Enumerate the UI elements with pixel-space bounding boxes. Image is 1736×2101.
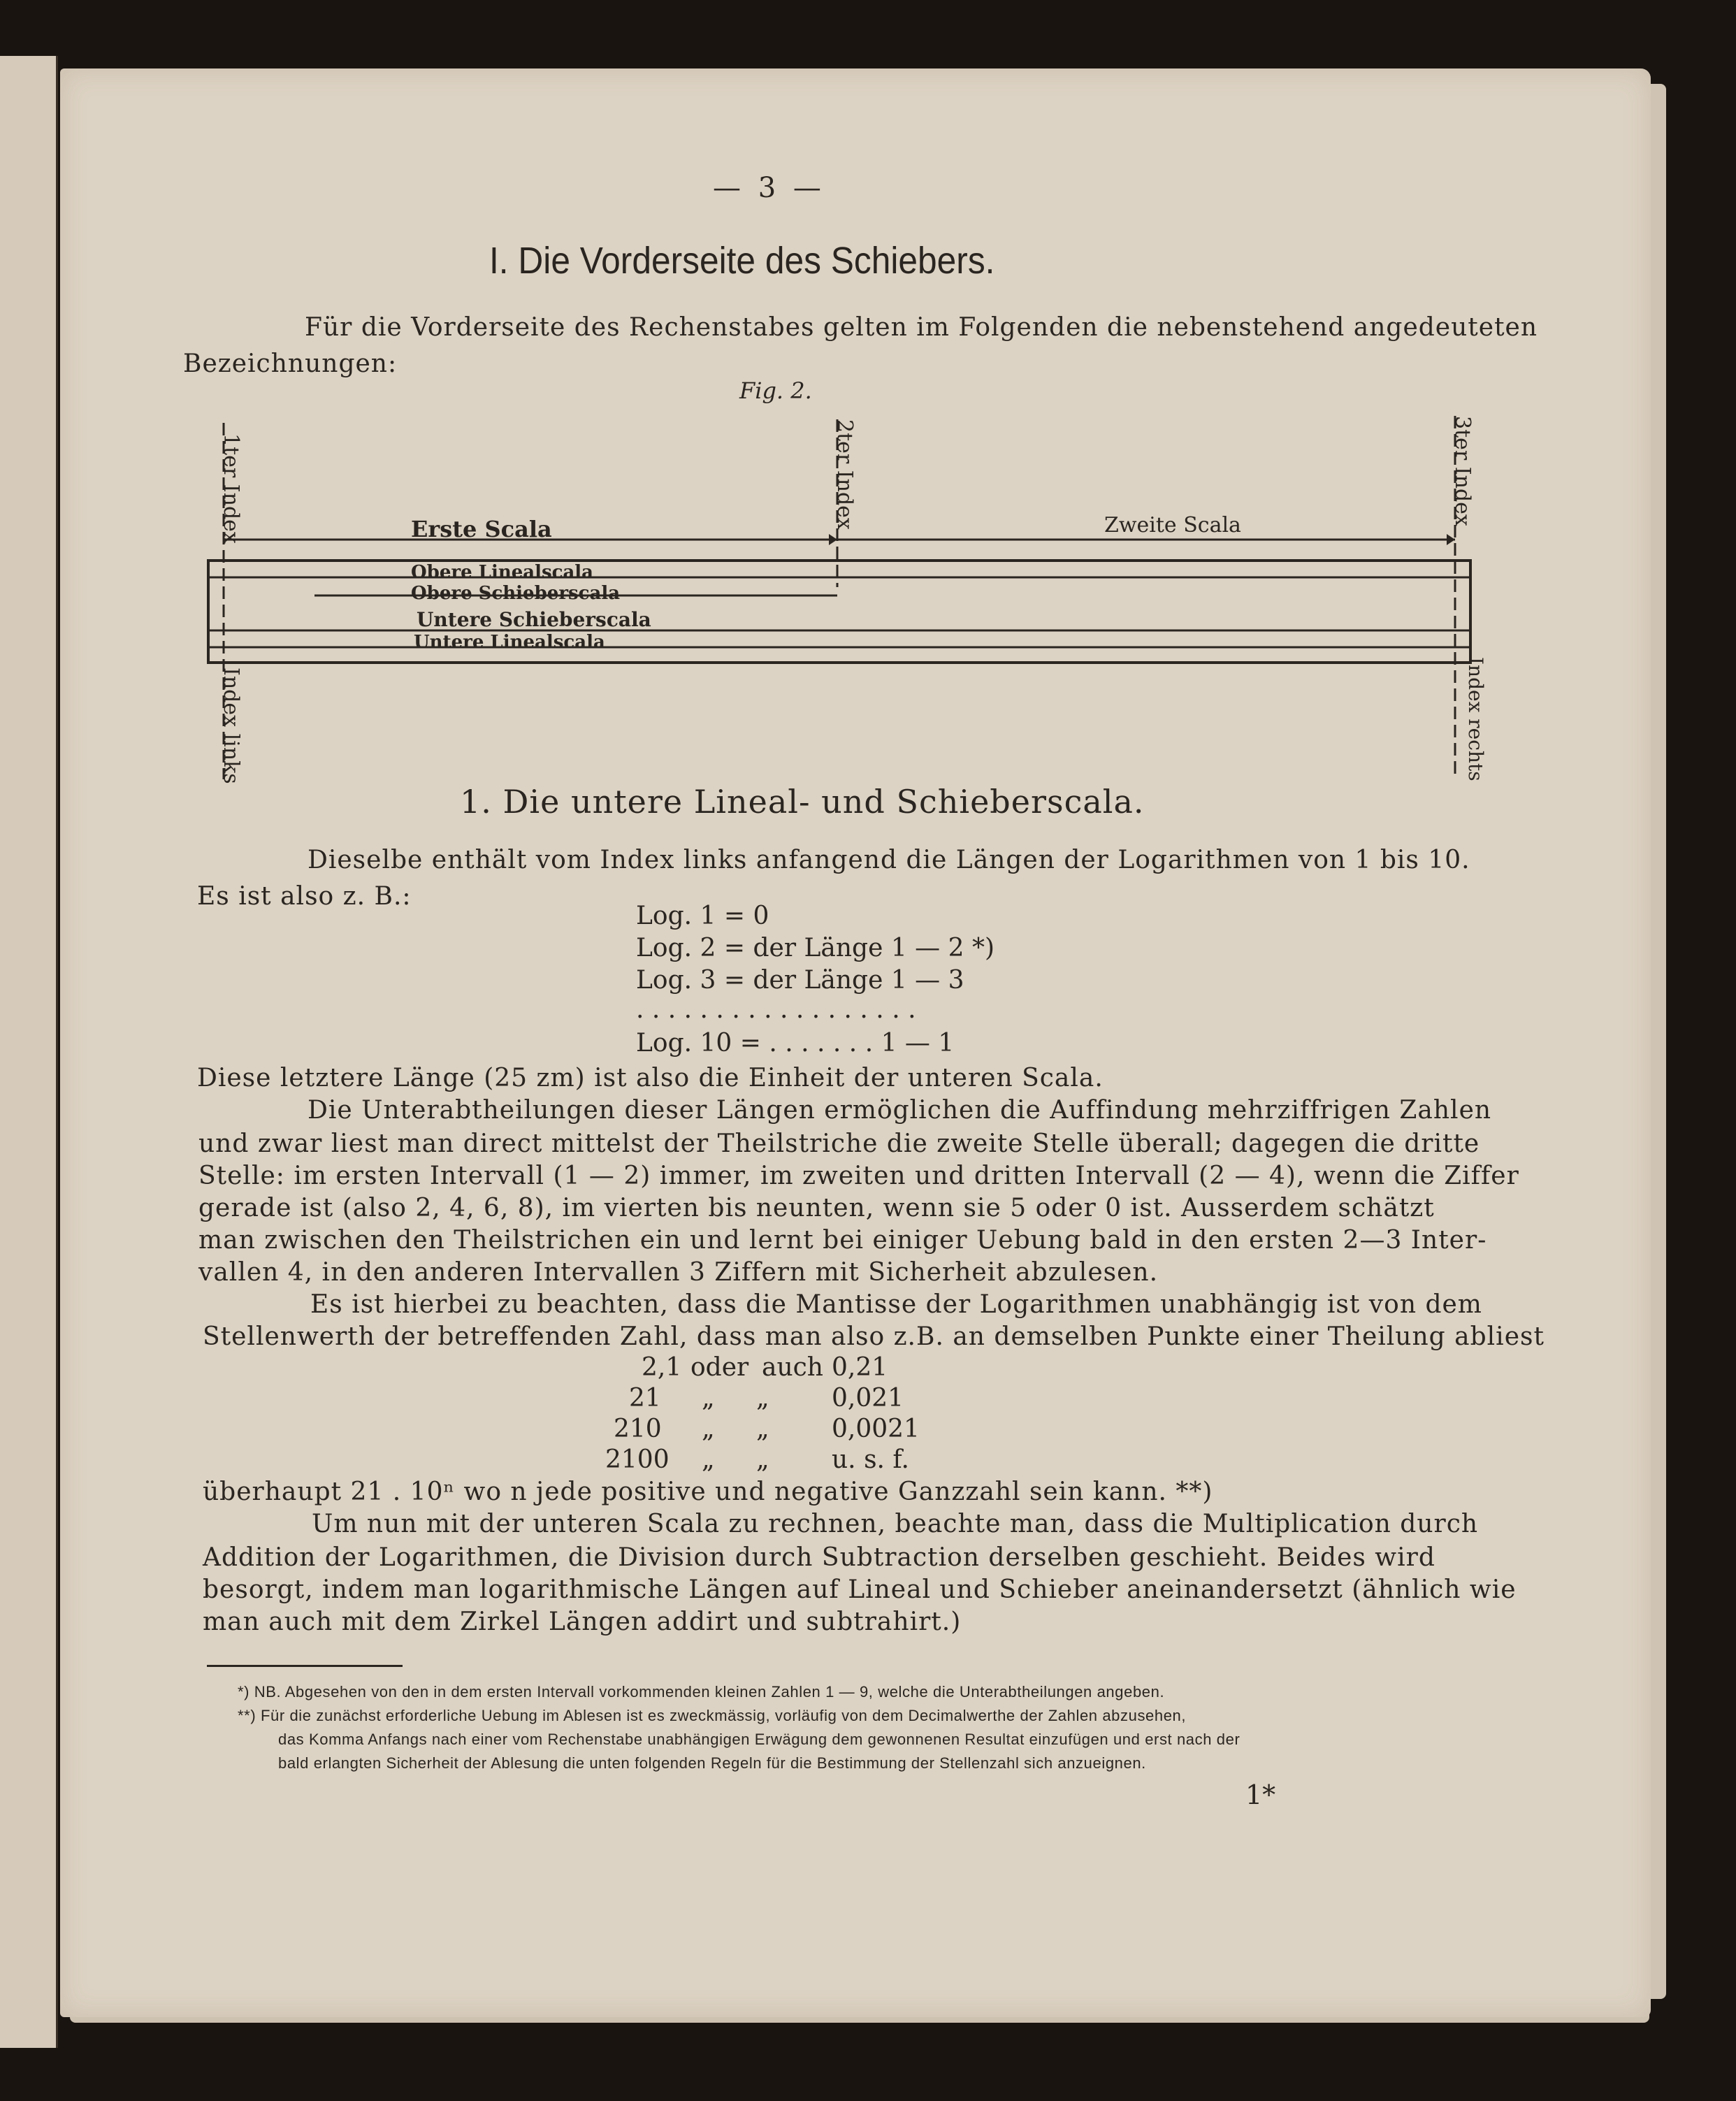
para3-line: man zwischen den Theilstrichen ein und lernt bei einiger Uebung bald in den ersten 2—3 Inter- (198, 1226, 1487, 1255)
table-cell: 21 (629, 1384, 661, 1413)
intro-line-1: Für die Vorderseite des Rechenstabes gelten im Folgenden die nebenstehend angedeuteten (305, 313, 1538, 342)
label-obere-linealscala: Obere Linealscala (411, 562, 594, 583)
label-zweite-scala: Zweite Scala (1104, 513, 1241, 537)
label-index-links: Index links (219, 667, 243, 784)
para3-line: vallen 4, in den anderen Intervallen 3 Ziffern mit Sicherheit abzulesen. (198, 1258, 1159, 1287)
footnote-divider (207, 1665, 403, 1667)
table-cell: 2100 (605, 1445, 670, 1474)
arrow-zweite (1447, 534, 1455, 545)
label-erste-scala: Erste Scala (411, 516, 552, 542)
para4-line: Stellenwerth der betreffenden Zahl, dass man also z.B. an demselben Punkte einer Theilung abliest (203, 1322, 1545, 1351)
table-cell: 2,1 (642, 1353, 682, 1382)
table-cell: 0,0021 (832, 1415, 920, 1443)
para6-line: man auch mit dem Zirkel Längen addirt und subtrahirt.) (203, 1608, 962, 1636)
table-cell: „ (702, 1415, 715, 1443)
para4-line: Es ist hierbei zu beachten, dass die Mantisse der Logarithmen unabhängig ist von dem (310, 1290, 1482, 1319)
log-line: Log. 2 = der Länge 1 — 2 *) (636, 934, 994, 962)
para3-line: und zwar liest man direct mittelst der Theilstriche die zweite Stelle überall; dagegen die dritte (198, 1129, 1480, 1158)
log-line: Log. 10 = . . . . . . . 1 — 1 (636, 1029, 955, 1057)
label-untere-linealscala: Untere Linealscala (414, 632, 605, 653)
para5: überhaupt 21 . 10ⁿ wo n jede positive und negative Ganzzahl sein kann. **) (203, 1478, 1213, 1506)
para1-line1: Dieselbe enthält vom Index links anfangend die Längen der Logarithmen von 1 bis 10. (308, 846, 1470, 874)
figure-caption: Fig. 2. (739, 377, 812, 404)
table-cell: 0,21 (832, 1353, 888, 1382)
footnote: bald erlangten Sicherheit der Ablesung die unten folgenden Regeln für die Bestimmung der Stellenzahl sich anzueignen. (278, 1754, 1146, 1772)
log-line: Log. 3 = der Länge 1 — 3 (636, 966, 964, 995)
label-index-1: 1ter Index (219, 433, 243, 544)
table-cell: auch (762, 1353, 823, 1382)
page-number: — 3 — (713, 172, 825, 204)
arrow-erste (829, 534, 837, 545)
table-cell: „ (756, 1384, 769, 1413)
table-cell: 0,021 (832, 1384, 904, 1413)
footnote: **) Für die zunächst erforderliche Uebung im Ablesen ist es zweckmässig, vorläufig von dem Decimalwerthe der Zahlen abzusehen, (238, 1707, 1187, 1724)
para6-line: besorgt, indem man logarithmische Längen auf Lineal und Schieber aneinandersetzt (ähnlich wie (203, 1575, 1517, 1604)
page-title: I. Die Vorderseite des Schiebers. (489, 240, 995, 282)
table-cell: „ (702, 1445, 715, 1474)
table-cell: oder (690, 1353, 749, 1382)
log-line: Log. 1 = 0 (636, 902, 769, 930)
table-cell: „ (756, 1445, 769, 1474)
para3-line: Die Unterabtheilungen dieser Längen ermöglichen die Auffindung mehrziffrigen Zahlen (308, 1096, 1492, 1125)
table-cell: „ (702, 1384, 715, 1413)
para1-line2: Es ist also z. B.: (197, 882, 412, 911)
para6-line: Um nun mit der unteren Scala zu rechnen, beachte man, dass die Multiplication durch (312, 1510, 1479, 1538)
label-untere-schieberscala: Untere Schieberscala (417, 608, 651, 631)
signature-mark: 1* (1245, 1779, 1276, 1810)
para6-line: Addition der Logarithmen, die Division durch Subtraction derselben geschieht. Beides wird (203, 1543, 1435, 1572)
log-line: . . . . . . . . . . . . . . . . . . (636, 995, 916, 1024)
table-cell: „ (756, 1415, 769, 1443)
table-cell: u. s. f. (832, 1445, 909, 1474)
intro-line-2: Bezeichnungen: (183, 349, 398, 378)
para3-line: gerade ist (also 2, 4, 6, 8), im vierten bis neunten, wenn sie 5 oder 0 ist. Ausserdem schätzt (198, 1194, 1435, 1222)
para3-line: Stelle: im ersten Intervall (1 — 2) immer, im zweiten und dritten Intervall (2 — 4), wenn die Ziffer (198, 1162, 1519, 1190)
para2: Diese letztere Länge (25 zm) ist also die Einheit der unteren Scala. (197, 1064, 1104, 1092)
label-index-3: 3ter Index (1450, 416, 1475, 526)
section-heading: 1. Die untere Lineal- und Schieberscala. (460, 783, 1145, 821)
label-index-rechts: Index rechts (1464, 657, 1487, 781)
footnote: das Komma Anfangs nach einer vom Rechenstabe unabhängigen Erwägung dem gewonnenen Resultat einzufügen und erst nach der (278, 1731, 1240, 1748)
footnote: *) NB. Abgesehen von den in dem ersten Intervall vorkommenden kleinen Zahlen 1 — 9, welche die Unterabtheilungen angeben. (238, 1683, 1165, 1701)
label-obere-schieberscala: Obere Schieberscala (411, 583, 621, 604)
table-cell: 210 (614, 1415, 662, 1443)
label-index-2: 2ter Index (832, 419, 857, 530)
